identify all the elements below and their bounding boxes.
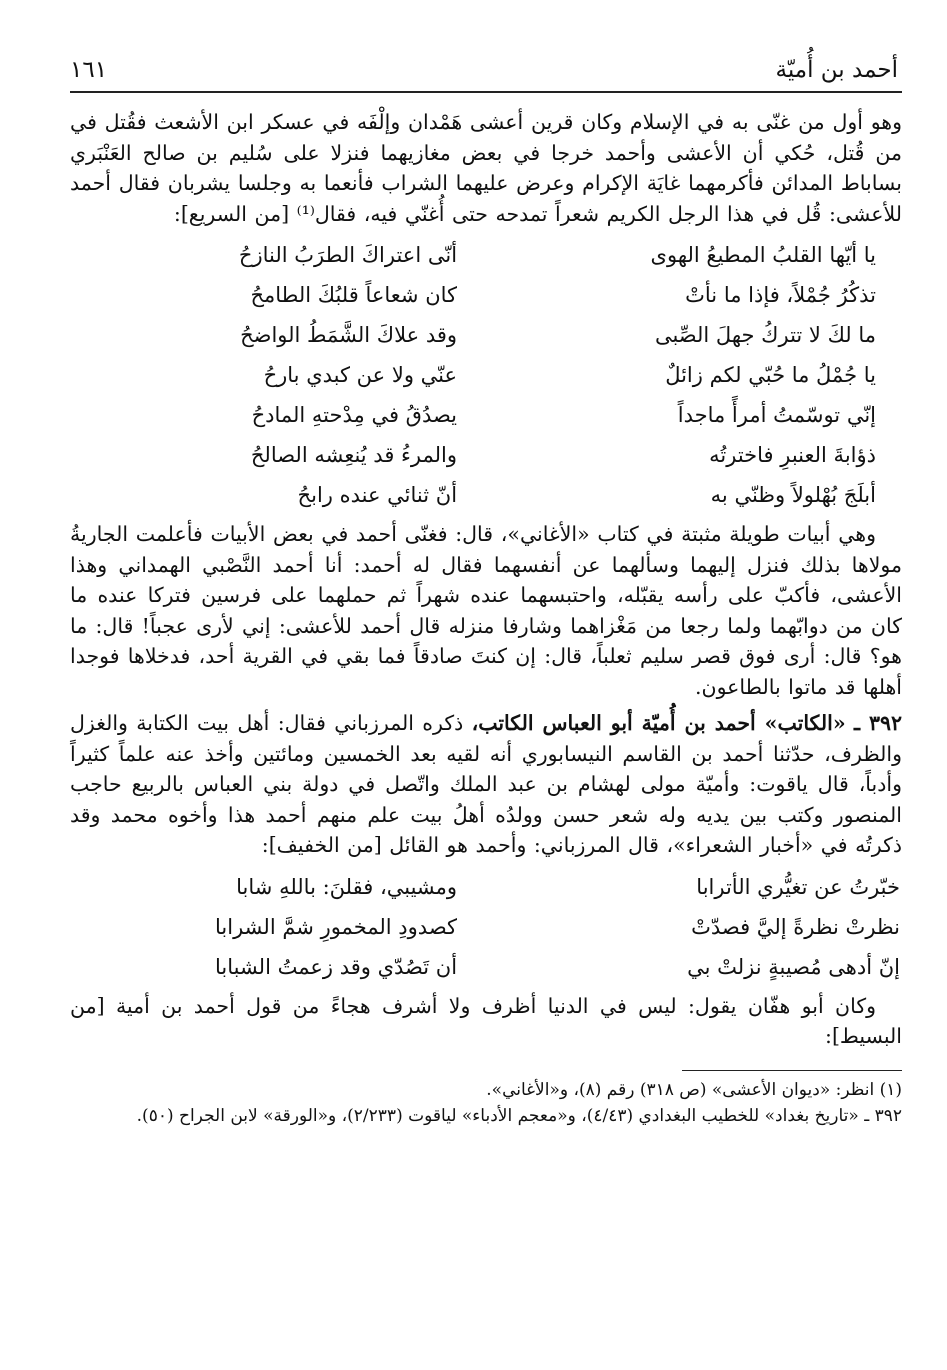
verse-line [70, 907, 902, 947]
verse-line [70, 395, 902, 435]
paragraph-2: وهي أبيات طويلة مثبتة في كتاب «الأغاني»، قال: فغنّى أحمد في بعض الأبيات فأعلمت الجاريةُ مولاها بذلك فنزل إليهما وسألهما عن أنفسهما فقال له أحمد: أنا أحمد النَّصْبي الهمداني وهذا الأعشى، فأكبّ على رأسه يقبّله، واحتبسهما عنده شهراً ثم حملهما على فرسين فتركا عنده ما كان من دوابّهما ولما رجعا من مَغْزاهما وشارفا منزله قال أحمد للأعشى: إني لأرى عجباً! قال: ما هو؟ قال: أرى فوق قصر سليم ثعلباً، قال: إن كنتَ صادقاً فما بقي في القرية أحد، فدخلاها فوجدا أهلها قد ماتوا بالطاعون. [70, 522, 902, 699]
verse-first-hemistich: تذكُرُ جُمْلاً، فإذا ما نأتْ [685, 283, 876, 307]
verse-second-hemistich: أنّى اعتراكَ الطرَبُ النازحُ [238, 243, 458, 267]
verse-second-hemistich: والمرءُ قد يُنعِشه الصالحُ [250, 443, 458, 467]
page-header [70, 55, 902, 89]
header-rule [70, 91, 902, 93]
verse-first-hemistich: نظرتْ نظرةً إليَّ فصدّتْ [691, 914, 900, 939]
verse-first-hemistich: يا جُمْلُ ما حُبّي لكم زائلٌ [665, 363, 876, 387]
entry-body: ذكره المرزباني فقال: أهل بيت الكتابة والغزل والظرف، حدّثنا أحمد بن القاسم النيسابوري أنه لقيه بعد الخمسين ومائتين وأخذ عنه علماً كثيراً وأدباً، قال ياقوت: وأميّة مولى لهشام بن عبد الملك واتّصل في دولة بني العباس بالربيع حاجب المنصور وكتب بين يديه وله شعر حسن وولدُه أهلُ بيت علم منهم أحمد هذا وأخوه محمد وقد ذكرتُه في «أخبار الشعراء»، قال المرزباني: وأحمد هو القائل [من الخفيف]: [70, 711, 902, 857]
verse-first-hemistich: خبّرتُ عن تغيُّري الأترابا [696, 874, 900, 899]
footnote-rule [682, 1070, 902, 1071]
verse-first-hemistich: يا أيّها القلبُ المطيعُ الهوى [650, 243, 876, 267]
footnote-1: (١) انظر: «ديوان الأعشى» (ص ٣١٨) رقم (٨)، و«الأغاني». [486, 1079, 902, 1100]
footnote-392: ٣٩٢ ـ «تاريخ بغداد» للخطيب البغدادي (٤/٤٣)، و«معجم الأدباء» لياقوت (٢/٢٣٣)، و«الورقة» لابن الجراح (٥٠). [136, 1105, 902, 1126]
verse-line [70, 435, 902, 475]
paragraph-4: وكان أبو هفّان يقول: ليس في الدنيا أظرف ولا أشرف هجاءً من قول أحمد بن أمية [من البسيط]: [70, 993, 902, 1048]
verse-line [70, 355, 902, 395]
verse-second-hemistich: يصدُقُ في مِدْحتهِ المادحُ [251, 403, 458, 427]
verse-second-hemistich: كصدودِ المخمورِ شمَّ الشرابا [215, 914, 458, 939]
verse-second-hemistich: كان شعاعاً قلبُكَ الطامحُ [250, 283, 458, 307]
poem-2 [70, 867, 902, 987]
entry-number: ٣٩٢ ـ [853, 711, 902, 735]
entry-392 [70, 708, 902, 861]
verse-line [70, 475, 902, 515]
verse-second-hemistich: وقد علاكَ الشَّمَطُ الواضحُ [240, 323, 458, 347]
verse-first-hemistich: ما لكَ لا تتركُ جهلَ الصِّبى [654, 323, 876, 347]
verse-first-hemistich: إنّ أدهى مُصيبةٍ نزلتْ بي [687, 954, 900, 979]
poem-1 [70, 235, 902, 515]
verse-line [70, 315, 902, 355]
verse-line [70, 275, 902, 315]
entry-heading: «الكاتب» أحمد بن أُميّة أبو العباس الكاتب، [471, 711, 846, 735]
verse-line [70, 947, 902, 987]
book-page [70, 55, 902, 1350]
page-number: ١٦١ [70, 57, 108, 83]
verse-second-hemistich: ومشيبي، فقلنَ: باللهِ شابا [236, 874, 458, 899]
verse-second-hemistich: عنّي ولا عن كبدي بارحُ [263, 363, 458, 387]
paragraph-1: وهو أول من غنّى به في الإسلام وكان قرين أعشى هَمْدان وإلْفَه في عسكر ابن الأشعث فقُتل في من قُتل، حُكي أن الأعشى وأحمد خرجا في بعض مغازيهما فنزلا على سُليم بن صالح العَنْبَري بساباط المدائن فأكرمهما غايَة الإكرام وعرض عليهما الشراب فأنعما به وجلسا يشربان فقال أحمد للأعشى: قُل في هذا الرجل الكريم شعراً تمدحه حتى أُغنّي فيه، فقال⁽¹⁾ [من السريع]: [70, 110, 902, 226]
verse-line [70, 867, 902, 907]
verse-line [70, 235, 902, 275]
verse-first-hemistich: إنّي توسّمتُ أمرأً ماجداً [677, 403, 876, 427]
verse-first-hemistich: أبلَجَ بُهْلولاً وظنّي به [710, 483, 876, 507]
verse-second-hemistich: أنّ ثنائي عنده رابحُ [297, 483, 458, 507]
running-title: أحمد بن أُميّة [775, 57, 898, 83]
verse-second-hemistich: أن تَصُدّي وقد زعمتُ الشبابا [214, 954, 458, 979]
verse-first-hemistich: ذؤابةَ العنبرِ فاخترتُه [709, 443, 876, 467]
